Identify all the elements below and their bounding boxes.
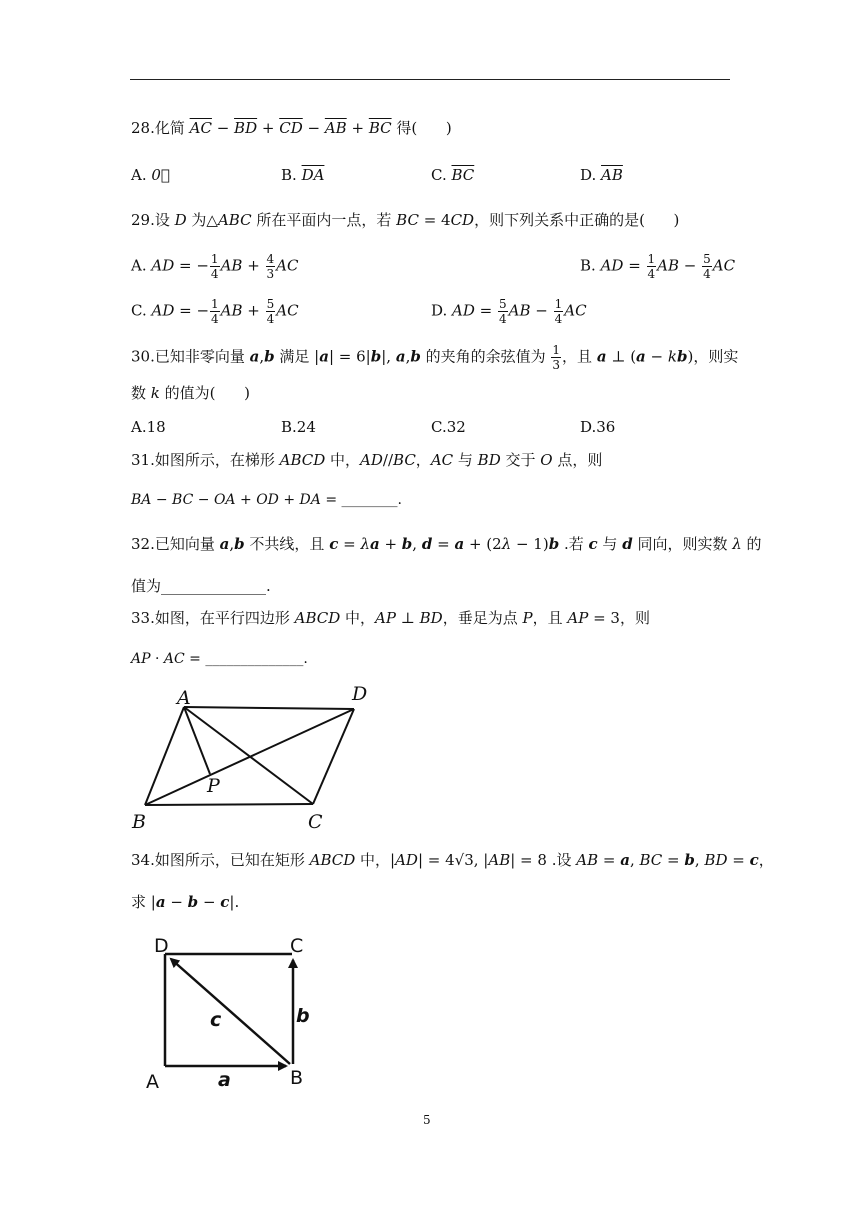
q28-option-b: B. $\overline{DA}$ <box>281 166 325 184</box>
q30-stem-line1: 30.已知非零向量 a,b 满足 |a| = 6|b|, a,b 的夹角的余弦值为 $\frac{1}{3}$ ，且 a ⊥ (a − kb)，则实 <box>131 343 739 372</box>
label-vector-c: c <box>210 1009 222 1031</box>
q32-stem-line2: 值为______________. <box>131 577 271 595</box>
label-p: P <box>207 775 220 797</box>
q28-option-c: C. $\overline{BC}$ <box>431 166 475 184</box>
label-c: C <box>308 811 323 833</box>
label-d: D <box>154 935 169 957</box>
q31-stem-line1: 31.如图所示，在梯形 ABCD 中，AD//BC，AC 与 BD 交于 O 点，则 <box>131 451 603 469</box>
q33-stem-line2: AP · AC = ______________. <box>131 651 308 667</box>
q29-option-b: B. AD = $\frac{1}{4}$ AB − $\frac{5}{4}$ AC <box>580 252 736 281</box>
q29-option-c: C. AD = − $\frac{1}{4}$ AB + $\frac{5}{4}$ AC <box>131 297 299 326</box>
q34-stem-line2: 求 |a − b − c|. <box>131 893 240 911</box>
label-c: C <box>290 935 304 957</box>
label-a: A <box>146 1071 159 1090</box>
page-number: 5 <box>423 1113 431 1127</box>
q31-stem-line2: BA − BC − OA + OD + DA = ________. <box>131 492 402 508</box>
q34-stem-line1: 34.如图所示，已知在矩形 ABCD 中，|AD| = 4√3, |AB| = 8 .设 AB = a, BC = b, BD = c， <box>131 851 774 869</box>
label-b: B <box>290 1067 304 1089</box>
q30-option-b: B.24 <box>281 418 316 436</box>
q28-stem: 28.化简 $\overline{AC} - \overline{BD} + \overline{CD} - \overline{AB} + \overline{BC}$ 得( ) <box>131 119 452 137</box>
header-rule <box>130 79 730 80</box>
q29-stem: 29.设 D 为△ABC 所在平面内一点，若 BC = 4CD，则下列关系中正确的是( ) <box>131 211 680 229</box>
label-a: A <box>177 687 191 709</box>
q28-option-d: D. $\overline{AB}$ <box>580 166 623 184</box>
q30-option-c: C.32 <box>431 418 466 436</box>
label-vector-a: a <box>218 1069 231 1090</box>
q28-option-a: A. 0⃗ <box>131 166 170 184</box>
label-vector-b: b <box>296 1005 310 1027</box>
label-d: D <box>352 683 368 705</box>
q30-option-d: D.36 <box>580 418 616 436</box>
q30-stem-line2: 数 k 的值为( ) <box>131 384 250 402</box>
rectangle-figure <box>140 930 325 1090</box>
q29-option-a: A. AD = − $\frac{1}{4}$ AB + $\frac{4}{3}$ AC <box>131 252 299 281</box>
parallelogram-figure <box>128 680 376 834</box>
q30-option-a: A.18 <box>131 418 166 436</box>
q32-stem-line1: 32.已知向量 a,b 不共线，且 c = λa + b, d = a + (2λ − 1)b .若 c 与 d 同向，则实数 λ 的 <box>131 535 762 553</box>
q29-option-d: D. AD = $\frac{5}{4}$ AB − $\frac{1}{4}$ AC <box>431 297 587 326</box>
q33-stem-line1: 33.如图，在平行四边形 ABCD 中，AP ⊥ BD，垂足为点 P，且 AP = 3，则 <box>131 609 650 627</box>
label-b: B <box>132 811 146 833</box>
